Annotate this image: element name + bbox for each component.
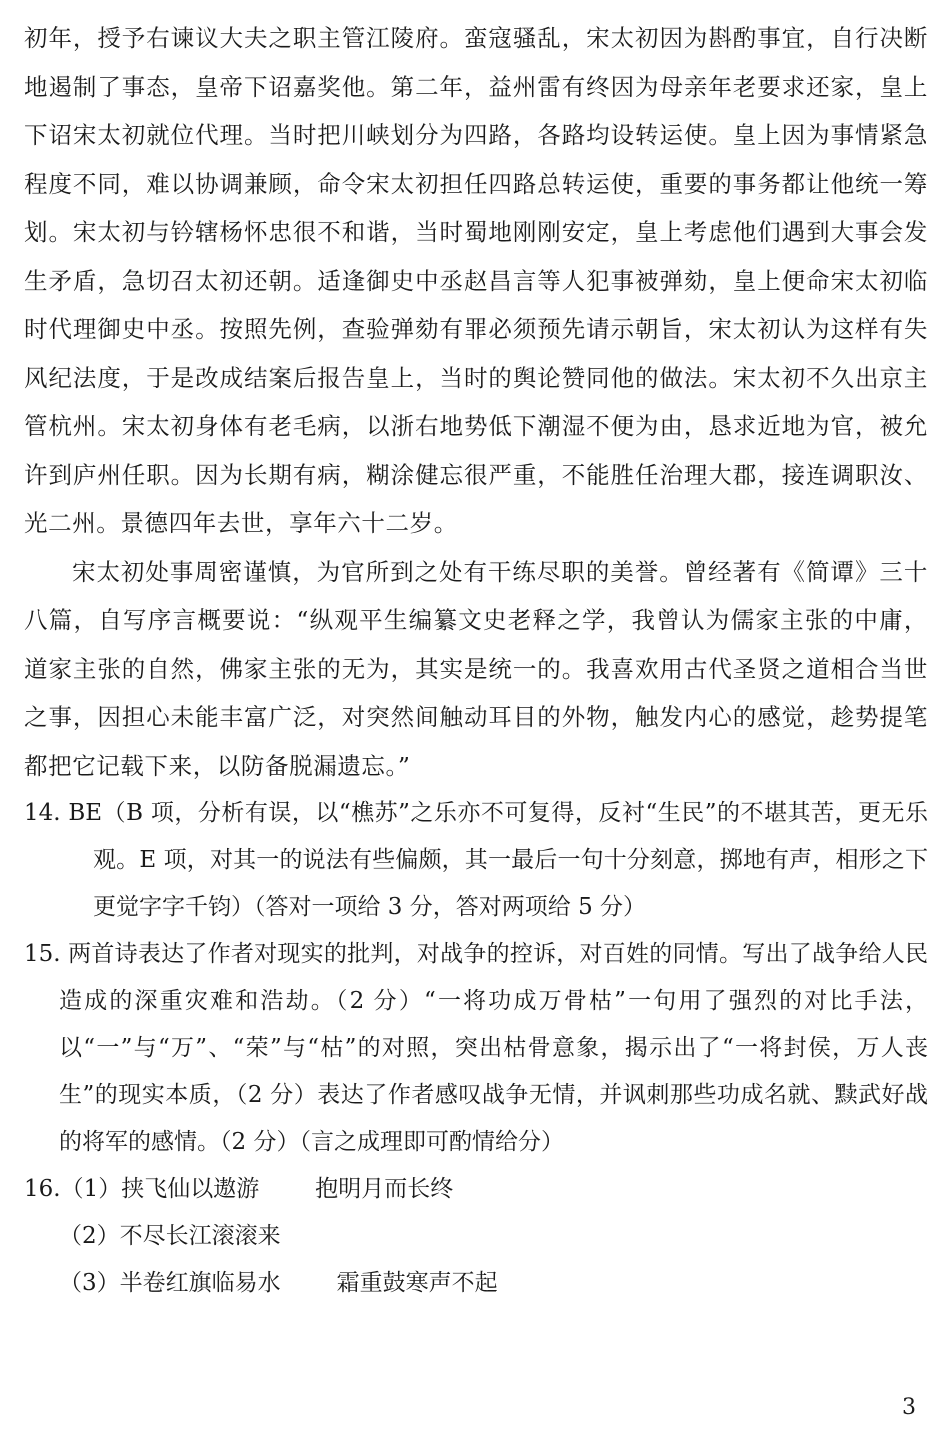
answer-16-item-2-first: 不尽长江滚滚来 bbox=[119, 1223, 281, 1249]
answer-16-item-3 bbox=[24, 1260, 928, 1307]
answer-15-text: 两首诗表达了作者对现实的批判，对战争的控诉，对百姓的同情。写出了战争给人民造成的深重灾难和浩劫。（2 分）“一将功成万骨枯”一句用了强烈的对比手法，以“一”与“万”、“荣”与“枯”的对照，突出枯骨意象，揭示出了“一将封侯，万人丧生”的现实本质，（2 分）表达了作者感叹战争无情，并讽刺那些功成名就、黩武好战的将军的感情。（2 分）（言之成理即可酌情给分） bbox=[59, 941, 929, 1155]
answer-16-item-3-first: 半卷红旗临易水 bbox=[119, 1270, 281, 1296]
answer-16-item-2 bbox=[24, 1213, 928, 1260]
answer-16-item-1-label: （1） bbox=[60, 1176, 122, 1202]
answer-16-item-3-second: 霜重鼓寒声不起 bbox=[336, 1270, 498, 1296]
answer-14-text: BE（B 项，分析有误，以“樵苏”之乐亦不可复得，反衬“生民”的不堪其苦，更无乐观。E 项，对其一的说法有些偏颇，其一最后一句十分刻意，掷地有声，相形之下更觉字字千钧）（答对一项给 3 分，答对两项给 5 分） bbox=[68, 800, 929, 920]
answer-15 bbox=[24, 931, 928, 1166]
answer-16-item-1-first: 挟飞仙以遨游 bbox=[121, 1176, 260, 1202]
answer-16-item-3-label: （3） bbox=[59, 1270, 120, 1296]
answer-14 bbox=[24, 790, 928, 931]
answer-16-item-2-label: （2） bbox=[59, 1223, 120, 1249]
translation-paragraph-2: 宋太初处事周密谨慎，为官所到之处有干练尽职的美誉。曾经著有《简谭》三十八篇，自写序言概要说：“纵观平生编纂文史老释之学，我曾认为儒家主张的中庸，道家主张的自然，佛家主张的无为，其实是统一的。我喜欢用古代圣贤之道相合当世之事，因担心未能丰富广泛，对突然间触动耳目的外物，触发内心的感觉，趁势提笔都把它记载下来，以防备脱漏遗忘。” bbox=[24, 557, 928, 780]
answer-15-number: 15. bbox=[24, 941, 61, 967]
answer-16-number: 16. bbox=[24, 1176, 61, 1202]
translation-paragraph-1: 初年，授予右谏议大夫之职主管江陵府。蛮寇骚乱，宋太初因为斟酌事宜，自行决断地遏制了事态，皇帝下诏嘉奖他。第二年，益州雷有终因为母亲年老要求还家，皇上下诏宋太初就位代理。当时把川峡划分为四路，各路均设转运使。皇上因为事情紧急程度不同，难以协调兼顾，命令宋太初担任四路总转运使，重要的事务都让他统一筹划。宋太初与钤辖杨怀忠很不和谐，当时蜀地刚刚安定，皇上考虑他们遇到大事会发生矛盾，急切召太初还朝。适逢御史中丞赵昌言等人犯事被弹劾，皇上便命宋太初临时代理御史中丞。按照先例，查验弹劾有罪必须预先请示朝旨，宋太初认为这样有失风纪法度，于是改成结案后报告皇上，当时的舆论赞同他的做法。宋太初不久出京主管杭州。宋太初身体有老毛病，以浙右地势低下潮湿不便为由，恳求近地为官，被允许到庐州任职。因为长期有病，糊涂健忘很严重，不能胜任治理大郡，接连调职汝、光二州。景德四年去世，享年六十二岁。 bbox=[24, 24, 928, 537]
answer-16-item-1-second: 抱明月而长终 bbox=[315, 1176, 454, 1202]
answer-16-item-1 bbox=[24, 1166, 928, 1213]
page-number: 3 bbox=[902, 1395, 916, 1420]
answer-14-number: 14. bbox=[24, 800, 61, 826]
document-page bbox=[24, 14, 928, 1307]
